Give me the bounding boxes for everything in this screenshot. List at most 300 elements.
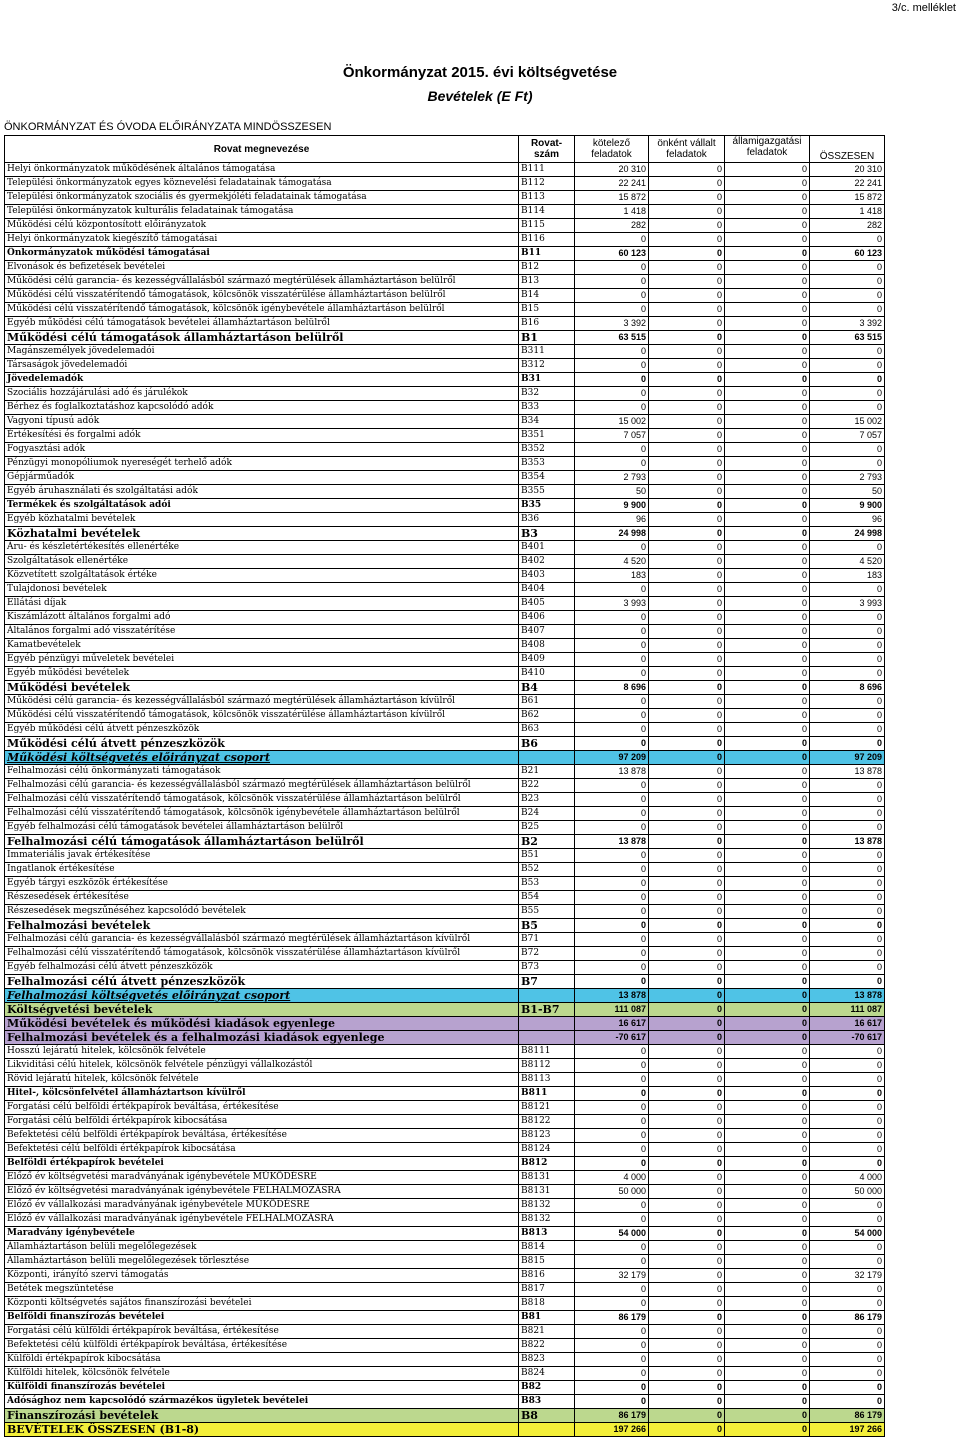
row-code: B13 bbox=[519, 275, 575, 289]
row-total: 0 bbox=[810, 1213, 885, 1227]
row-voluntary: 0 bbox=[649, 905, 725, 919]
row-voluntary: 0 bbox=[649, 779, 725, 793]
row-state-admin: 0 bbox=[725, 807, 810, 821]
row-state-admin: 0 bbox=[725, 793, 810, 807]
row-mandatory: 0 bbox=[575, 1157, 649, 1171]
row-voluntary: 0 bbox=[649, 989, 725, 1003]
row-name: Külföldi hitelek, kölcsönök felvétele bbox=[5, 1367, 519, 1381]
row-voluntary: 0 bbox=[649, 1395, 725, 1409]
row-voluntary: 0 bbox=[649, 709, 725, 723]
row-name: Felhalmozási költségvetés előirányzat csoport bbox=[5, 989, 519, 1003]
row-name: Áru- és készletértékesítés ellenértéke bbox=[5, 541, 519, 555]
table-row bbox=[5, 583, 885, 597]
header-voluntary: önként vállalt feladatok bbox=[649, 136, 725, 163]
row-state-admin: 0 bbox=[725, 1241, 810, 1255]
row-code: B407 bbox=[519, 625, 575, 639]
row-voluntary: 0 bbox=[649, 1241, 725, 1255]
row-code: B311 bbox=[519, 345, 575, 359]
row-mandatory: 0 bbox=[575, 443, 649, 457]
row-name: Pénzügyi monopóliumok nyereségét terhelő adók bbox=[5, 457, 519, 471]
revenue-table bbox=[4, 135, 885, 1437]
row-code: B36 bbox=[519, 513, 575, 527]
row-voluntary: 0 bbox=[649, 1003, 725, 1017]
row-name: Előző év vállalkozási maradványának igénybevétele FELHALMOZÁSRA bbox=[5, 1213, 519, 1227]
table-row bbox=[5, 163, 885, 177]
row-name: Kiszámlázott általános forgalmi adó bbox=[5, 611, 519, 625]
table-row bbox=[5, 681, 885, 695]
row-state-admin: 0 bbox=[725, 359, 810, 373]
row-code: B111 bbox=[519, 163, 575, 177]
row-state-admin: 0 bbox=[725, 1101, 810, 1115]
row-code bbox=[519, 1017, 575, 1031]
table-row bbox=[5, 415, 885, 429]
row-voluntary: 0 bbox=[649, 191, 725, 205]
row-mandatory: 0 bbox=[575, 779, 649, 793]
row-code: B73 bbox=[519, 961, 575, 975]
row-voluntary: 0 bbox=[649, 961, 725, 975]
row-voluntary: 0 bbox=[649, 471, 725, 485]
row-code: B72 bbox=[519, 947, 575, 961]
row-name: Előző év költségvetési maradványának igénybevétele FELHALMOZÁSRA bbox=[5, 1185, 519, 1199]
row-total: 0 bbox=[810, 1143, 885, 1157]
row-name: Egyéb működési bevételek bbox=[5, 667, 519, 681]
row-voluntary: 0 bbox=[649, 1213, 725, 1227]
row-mandatory: 0 bbox=[575, 401, 649, 415]
row-mandatory: 0 bbox=[575, 1283, 649, 1297]
row-total: 0 bbox=[810, 919, 885, 933]
row-name: Gépjárműadók bbox=[5, 471, 519, 485]
table-row bbox=[5, 1017, 885, 1031]
row-total: 0 bbox=[810, 1325, 885, 1339]
row-mandatory: 32 179 bbox=[575, 1269, 649, 1283]
row-mandatory: 0 bbox=[575, 1115, 649, 1129]
row-name: Felhalmozási célú átvett pénzeszközök bbox=[5, 975, 519, 989]
row-voluntary: 0 bbox=[649, 485, 725, 499]
row-voluntary: 0 bbox=[649, 359, 725, 373]
row-voluntary: 0 bbox=[649, 1045, 725, 1059]
row-code: B405 bbox=[519, 597, 575, 611]
row-total: 0 bbox=[810, 1283, 885, 1297]
table-row bbox=[5, 807, 885, 821]
row-name: Helyi önkormányzatok működésének általános támogatása bbox=[5, 163, 519, 177]
row-mandatory: 0 bbox=[575, 1325, 649, 1339]
row-state-admin: 0 bbox=[725, 429, 810, 443]
row-code: B83 bbox=[519, 1395, 575, 1409]
row-mandatory: 0 bbox=[575, 807, 649, 821]
row-mandatory: 0 bbox=[575, 653, 649, 667]
row-code: B823 bbox=[519, 1353, 575, 1367]
row-mandatory: 9 900 bbox=[575, 499, 649, 513]
row-mandatory: 97 209 bbox=[575, 751, 649, 765]
row-state-admin: 0 bbox=[725, 205, 810, 219]
row-name: Belföldi értékpapírok bevételei bbox=[5, 1157, 519, 1171]
table-row bbox=[5, 723, 885, 737]
row-code: B355 bbox=[519, 485, 575, 499]
row-name: Felhalmozási bevételek bbox=[5, 919, 519, 933]
row-state-admin: 0 bbox=[725, 1213, 810, 1227]
row-code: B82 bbox=[519, 1381, 575, 1395]
row-code: B353 bbox=[519, 457, 575, 471]
row-state-admin: 0 bbox=[725, 961, 810, 975]
table-row bbox=[5, 919, 885, 933]
row-name: Belföldi finanszírozás bevételei bbox=[5, 1311, 519, 1325]
row-state-admin: 0 bbox=[725, 1031, 810, 1045]
row-mandatory: 0 bbox=[575, 737, 649, 751]
row-state-admin: 0 bbox=[725, 765, 810, 779]
row-name: Egyéb tárgyi eszközök értékesítése bbox=[5, 877, 519, 891]
row-mandatory: 0 bbox=[575, 667, 649, 681]
row-voluntary: 0 bbox=[649, 1339, 725, 1353]
row-mandatory: 3 993 bbox=[575, 597, 649, 611]
header-code: Rovat-szám bbox=[519, 136, 575, 163]
row-name: BEVÉTELEK ÖSSZESEN (B1-8) bbox=[5, 1423, 519, 1437]
row-state-admin: 0 bbox=[725, 345, 810, 359]
row-voluntary: 0 bbox=[649, 723, 725, 737]
row-code: B409 bbox=[519, 653, 575, 667]
table-row bbox=[5, 1185, 885, 1199]
row-code: B5 bbox=[519, 919, 575, 933]
row-name: Fogyasztási adók bbox=[5, 443, 519, 457]
row-state-admin: 0 bbox=[725, 989, 810, 1003]
page-title: Önkormányzat 2015. évi költségvetése bbox=[342, 64, 618, 81]
table-row bbox=[5, 1381, 885, 1395]
row-code: B8121 bbox=[519, 1101, 575, 1115]
row-voluntary: 0 bbox=[649, 1129, 725, 1143]
row-state-admin: 0 bbox=[725, 919, 810, 933]
row-name: Felhalmozási célú garancia- és kezességvállalásból származó megtérülések államháztartáson kívülről bbox=[5, 933, 519, 947]
row-code: B116 bbox=[519, 233, 575, 247]
row-mandatory: 0 bbox=[575, 583, 649, 597]
row-state-admin: 0 bbox=[725, 947, 810, 961]
row-mandatory: 0 bbox=[575, 1255, 649, 1269]
row-name: Felhalmozási célú visszatérítendő támogatások, kölcsönök visszatérülése államháztartáson kívülről bbox=[5, 947, 519, 961]
row-code: B8112 bbox=[519, 1059, 575, 1073]
row-name: Működési bevételek bbox=[5, 681, 519, 695]
row-state-admin: 0 bbox=[725, 387, 810, 401]
row-mandatory: 0 bbox=[575, 1101, 649, 1115]
table-row bbox=[5, 205, 885, 219]
row-total: 0 bbox=[810, 709, 885, 723]
row-total: 0 bbox=[810, 807, 885, 821]
row-name: Települési önkormányzatok kulturális feladatainak támogatása bbox=[5, 205, 519, 219]
row-voluntary: 0 bbox=[649, 1101, 725, 1115]
table-row bbox=[5, 233, 885, 247]
row-name: Közhatalmi bevételek bbox=[5, 527, 519, 541]
row-mandatory: 50 000 bbox=[575, 1185, 649, 1199]
row-total: 0 bbox=[810, 947, 885, 961]
row-name: Likviditási célú hitelek, kölcsönök felvétele pénzügyi vállalkozástól bbox=[5, 1059, 519, 1073]
row-voluntary: 0 bbox=[649, 1255, 725, 1269]
row-mandatory: 0 bbox=[575, 1339, 649, 1353]
table-row bbox=[5, 457, 885, 471]
table-row bbox=[5, 1031, 885, 1045]
table-row bbox=[5, 359, 885, 373]
row-name: Települési önkormányzatok szociális és gyermekjóléti feladatainak támogatása bbox=[5, 191, 519, 205]
row-name: Befektetési célú belföldi értékpapírok beváltása, értékesítése bbox=[5, 1129, 519, 1143]
row-name: Államháztartáson belüli megelőlegezések törlesztése bbox=[5, 1255, 519, 1269]
row-code: B32 bbox=[519, 387, 575, 401]
row-code: B3 bbox=[519, 527, 575, 541]
row-name: Immateriális javak értékesítése bbox=[5, 849, 519, 863]
row-code: B822 bbox=[519, 1339, 575, 1353]
row-mandatory: 0 bbox=[575, 1045, 649, 1059]
row-total: 0 bbox=[810, 1059, 885, 1073]
row-state-admin: 0 bbox=[725, 1115, 810, 1129]
table-row bbox=[5, 625, 885, 639]
row-voluntary: 0 bbox=[649, 1227, 725, 1241]
row-state-admin: 0 bbox=[725, 681, 810, 695]
row-mandatory: 0 bbox=[575, 261, 649, 275]
row-mandatory: 0 bbox=[575, 1143, 649, 1157]
table-row bbox=[5, 821, 885, 835]
row-code: B7 bbox=[519, 975, 575, 989]
row-total: 0 bbox=[810, 849, 885, 863]
row-name: Hitel-, kölcsönfelvétel államháztartson kívülről bbox=[5, 1087, 519, 1101]
row-code: B31 bbox=[519, 373, 575, 387]
row-voluntary: 0 bbox=[649, 1143, 725, 1157]
row-state-admin: 0 bbox=[725, 275, 810, 289]
row-voluntary: 0 bbox=[649, 1409, 725, 1423]
row-mandatory: 7 057 bbox=[575, 429, 649, 443]
row-name: Hosszú lejáratú hitelek, kölcsönök felvétele bbox=[5, 1045, 519, 1059]
row-voluntary: 0 bbox=[649, 1297, 725, 1311]
row-total: 0 bbox=[810, 821, 885, 835]
row-total: 16 617 bbox=[810, 1017, 885, 1031]
row-code bbox=[519, 1031, 575, 1045]
row-mandatory: 96 bbox=[575, 513, 649, 527]
row-name: Központi, irányító szervi támogatás bbox=[5, 1269, 519, 1283]
row-voluntary: 0 bbox=[649, 541, 725, 555]
row-state-admin: 0 bbox=[725, 723, 810, 737]
row-state-admin: 0 bbox=[725, 177, 810, 191]
table-row bbox=[5, 513, 885, 527]
row-total: 0 bbox=[810, 359, 885, 373]
row-total: 183 bbox=[810, 569, 885, 583]
row-voluntary: 0 bbox=[649, 765, 725, 779]
table-row bbox=[5, 317, 885, 331]
row-name: Helyi önkormányzatok kiegészítő támogatásai bbox=[5, 233, 519, 247]
row-code: B112 bbox=[519, 177, 575, 191]
row-mandatory: 0 bbox=[575, 863, 649, 877]
row-code: B35 bbox=[519, 499, 575, 513]
row-code: B813 bbox=[519, 1227, 575, 1241]
header-total: ÖSSZESEN bbox=[810, 136, 885, 163]
row-total: 0 bbox=[810, 1129, 885, 1143]
table-row bbox=[5, 1325, 885, 1339]
table-header bbox=[5, 136, 885, 163]
row-code: B8131 bbox=[519, 1185, 575, 1199]
row-code: B62 bbox=[519, 709, 575, 723]
row-code: B23 bbox=[519, 793, 575, 807]
row-code: B816 bbox=[519, 1269, 575, 1283]
row-voluntary: 0 bbox=[649, 933, 725, 947]
row-name: Társaságok jövedelemadói bbox=[5, 359, 519, 373]
row-state-admin: 0 bbox=[725, 653, 810, 667]
row-state-admin: 0 bbox=[725, 1283, 810, 1297]
row-state-admin: 0 bbox=[725, 373, 810, 387]
row-state-admin: 0 bbox=[725, 1087, 810, 1101]
table-row bbox=[5, 835, 885, 849]
row-voluntary: 0 bbox=[649, 261, 725, 275]
row-name: Forgatási célú belföldi értékpapírok kibocsátása bbox=[5, 1115, 519, 1129]
table-row bbox=[5, 261, 885, 275]
row-total: 54 000 bbox=[810, 1227, 885, 1241]
row-state-admin: 0 bbox=[725, 667, 810, 681]
row-mandatory: 0 bbox=[575, 919, 649, 933]
row-state-admin: 0 bbox=[725, 1185, 810, 1199]
row-mandatory: 16 617 bbox=[575, 1017, 649, 1031]
row-code: B1-B7 bbox=[519, 1003, 575, 1017]
row-state-admin: 0 bbox=[725, 611, 810, 625]
row-mandatory: 63 515 bbox=[575, 331, 649, 345]
row-mandatory: 0 bbox=[575, 1241, 649, 1255]
row-voluntary: 0 bbox=[649, 1325, 725, 1339]
row-mandatory: 0 bbox=[575, 611, 649, 625]
row-state-admin: 0 bbox=[725, 317, 810, 331]
row-name: Betétek megszüntetése bbox=[5, 1283, 519, 1297]
row-state-admin: 0 bbox=[725, 499, 810, 513]
row-voluntary: 0 bbox=[649, 1199, 725, 1213]
row-voluntary: 0 bbox=[649, 919, 725, 933]
row-mandatory: 8 696 bbox=[575, 681, 649, 695]
row-mandatory: 111 087 bbox=[575, 1003, 649, 1017]
row-state-admin: 0 bbox=[725, 471, 810, 485]
row-name: Felhalmozási bevételek és a felhalmozási kiadások egyenlege bbox=[5, 1031, 519, 1045]
row-mandatory: 183 bbox=[575, 569, 649, 583]
table-row bbox=[5, 1241, 885, 1255]
table-row bbox=[5, 611, 885, 625]
row-name: Egyéb közhatalmi bevételek bbox=[5, 513, 519, 527]
table-row bbox=[5, 1059, 885, 1073]
table-row bbox=[5, 177, 885, 191]
row-name: Értékesítési és forgalmi adók bbox=[5, 429, 519, 443]
row-voluntary: 0 bbox=[649, 1367, 725, 1381]
row-mandatory: 86 179 bbox=[575, 1311, 649, 1325]
row-code: B352 bbox=[519, 443, 575, 457]
row-total: 0 bbox=[810, 303, 885, 317]
row-state-admin: 0 bbox=[725, 163, 810, 177]
row-mandatory: 20 310 bbox=[575, 163, 649, 177]
row-mandatory: 60 123 bbox=[575, 247, 649, 261]
row-total: 0 bbox=[810, 1367, 885, 1381]
table-row bbox=[5, 1269, 885, 1283]
row-code: B8123 bbox=[519, 1129, 575, 1143]
row-total: 1 418 bbox=[810, 205, 885, 219]
row-state-admin: 0 bbox=[725, 1353, 810, 1367]
row-total: 63 515 bbox=[810, 331, 885, 345]
row-total: 0 bbox=[810, 639, 885, 653]
row-mandatory: 22 241 bbox=[575, 177, 649, 191]
table-row bbox=[5, 737, 885, 751]
row-name: Működési célú garancia- és kezességvállalásból származó megtérülések államháztartáson belülről bbox=[5, 275, 519, 289]
row-code: B811 bbox=[519, 1087, 575, 1101]
table-row bbox=[5, 345, 885, 359]
row-code: B351 bbox=[519, 429, 575, 443]
table-row bbox=[5, 331, 885, 345]
row-code: B24 bbox=[519, 807, 575, 821]
row-total: 0 bbox=[810, 653, 885, 667]
row-code: B51 bbox=[519, 849, 575, 863]
row-code: B354 bbox=[519, 471, 575, 485]
row-name: Egyéb pénzügyi műveletek bevételei bbox=[5, 653, 519, 667]
row-mandatory: 0 bbox=[575, 933, 649, 947]
row-code: B15 bbox=[519, 303, 575, 317]
row-state-admin: 0 bbox=[725, 219, 810, 233]
row-state-admin: 0 bbox=[725, 247, 810, 261]
row-name: Részesedések értékesítése bbox=[5, 891, 519, 905]
row-voluntary: 0 bbox=[649, 415, 725, 429]
row-total: 0 bbox=[810, 933, 885, 947]
row-name: Államháztartáson belüli megelőlegezések bbox=[5, 1241, 519, 1255]
row-code: B55 bbox=[519, 905, 575, 919]
row-voluntary: 0 bbox=[649, 1185, 725, 1199]
table-row bbox=[5, 947, 885, 961]
row-mandatory: 0 bbox=[575, 961, 649, 975]
row-code: B8113 bbox=[519, 1073, 575, 1087]
row-state-admin: 0 bbox=[725, 1269, 810, 1283]
row-total: 0 bbox=[810, 1381, 885, 1395]
row-total: 0 bbox=[810, 1395, 885, 1409]
row-state-admin: 0 bbox=[725, 457, 810, 471]
row-code: B4 bbox=[519, 681, 575, 695]
row-code: B401 bbox=[519, 541, 575, 555]
row-state-admin: 0 bbox=[725, 261, 810, 275]
row-voluntary: 0 bbox=[649, 639, 725, 653]
row-code: B11 bbox=[519, 247, 575, 261]
row-voluntary: 0 bbox=[649, 219, 725, 233]
row-name: Működési célú központosított előirányzatok bbox=[5, 219, 519, 233]
row-code: B8 bbox=[519, 1409, 575, 1423]
row-total: 0 bbox=[810, 1353, 885, 1367]
row-name: Előző év költségvetési maradványának igénybevétele MŰKÖDÉSRE bbox=[5, 1171, 519, 1185]
row-name: Termékek és szolgáltatások adói bbox=[5, 499, 519, 513]
table-row bbox=[5, 1213, 885, 1227]
row-state-admin: 0 bbox=[725, 1297, 810, 1311]
row-mandatory: 0 bbox=[575, 1395, 649, 1409]
row-state-admin: 0 bbox=[725, 1199, 810, 1213]
table-row bbox=[5, 471, 885, 485]
row-code: B8132 bbox=[519, 1199, 575, 1213]
row-voluntary: 0 bbox=[649, 1283, 725, 1297]
row-code: B81 bbox=[519, 1311, 575, 1325]
table-row bbox=[5, 863, 885, 877]
table-row bbox=[5, 667, 885, 681]
row-code: B406 bbox=[519, 611, 575, 625]
row-name: Szolgáltatások ellenértéke bbox=[5, 555, 519, 569]
row-mandatory: 0 bbox=[575, 695, 649, 709]
row-code: B403 bbox=[519, 569, 575, 583]
row-total: 0 bbox=[810, 625, 885, 639]
row-total: 0 bbox=[810, 863, 885, 877]
row-name: Rövid lejáratú hitelek, kölcsönök felvétele bbox=[5, 1073, 519, 1087]
row-mandatory: -70 617 bbox=[575, 1031, 649, 1045]
row-total: 0 bbox=[810, 877, 885, 891]
row-code: B8124 bbox=[519, 1143, 575, 1157]
row-code: B2 bbox=[519, 835, 575, 849]
row-total: 96 bbox=[810, 513, 885, 527]
table-row bbox=[5, 303, 885, 317]
row-state-admin: 0 bbox=[725, 975, 810, 989]
row-voluntary: 0 bbox=[649, 1115, 725, 1129]
table-row bbox=[5, 1283, 885, 1297]
row-name: Működési célú támogatások államháztartáson belülről bbox=[5, 331, 519, 345]
row-mandatory: 0 bbox=[575, 373, 649, 387]
row-voluntary: 0 bbox=[649, 821, 725, 835]
section-title: ÖNKORMÁNYZAT ÉS ÓVODA ELŐIRÁNYZATA MINDÖSSZESEN bbox=[4, 121, 332, 133]
row-state-admin: 0 bbox=[725, 597, 810, 611]
row-state-admin: 0 bbox=[725, 303, 810, 317]
row-total: 22 241 bbox=[810, 177, 885, 191]
